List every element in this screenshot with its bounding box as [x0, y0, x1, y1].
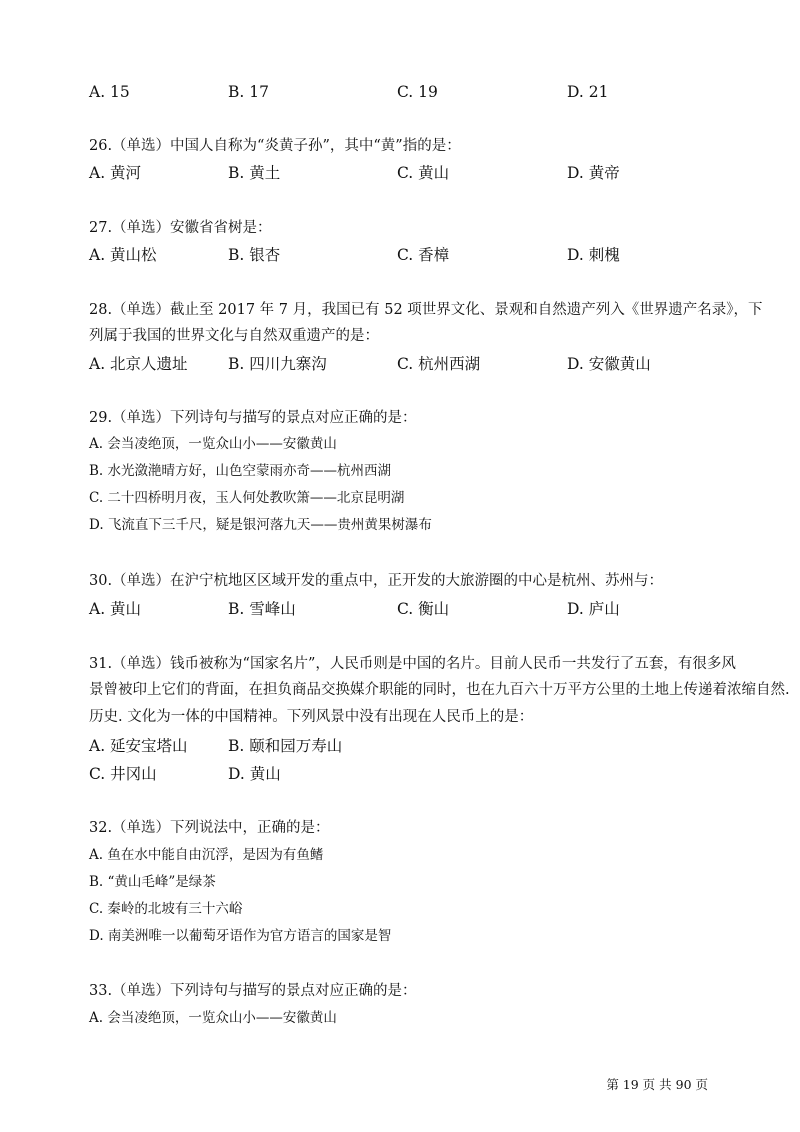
question-31-stem-line-1: 31.（单选）钱币被称为“国家名片”，人民币则是中国的名片。目前人民币一共发行了五套，有很多风 — [89, 656, 736, 672]
question-26-option-a: A. 黄河 — [89, 164, 142, 182]
question-28-stem-line-1: 28.（单选）截止至 2017 年 7 月，我国已有 52 项世界文化、景观和自然遗产列入《世界遗产名录》，下 — [89, 302, 763, 318]
question-28-option-c: C. 杭州西湖 — [397, 355, 481, 373]
question-27-option-a: A. 黄山松 — [89, 246, 157, 264]
question-31-option-a: A. 延安宝塔山 — [89, 737, 188, 755]
question-27-option-d: D. 刺槐 — [567, 246, 620, 264]
pre-option-d: D. 21 — [567, 83, 609, 101]
question-30-option-a: A. 黄山 — [89, 600, 142, 618]
question-28-option-a: A. 北京人遗址 — [89, 355, 188, 373]
question-26-option-c: C. 黄山 — [397, 164, 450, 182]
question-33-option-a: A. 会当凌绝顶，一览众山小——安徽黄山 — [89, 1010, 337, 1026]
pre-option-a: A. 15 — [89, 83, 130, 101]
question-28-stem-line-2: 列属于我国的世界文化与自然双重遗产的是： — [89, 328, 379, 344]
question-30-option-d: D. 庐山 — [567, 600, 620, 618]
question-30-stem: 30.（单选）在沪宁杭地区区域开发的重点中，正开发的大旅游圈的中心是杭州、苏州与： — [89, 573, 664, 589]
page-number-footer: 第 19 页 共 90 页 — [606, 1077, 708, 1092]
question-32-option-a: A. 鱼在水中能自由沉浮，是因为有鱼鳍 — [89, 847, 324, 863]
question-26-option-b: B. 黄土 — [228, 164, 281, 182]
question-27-stem: 27.（单选）安徽省省树是： — [89, 220, 272, 236]
question-30-option-b: B. 雪峰山 — [228, 600, 296, 618]
question-29-option-d: D. 飞流直下三千尺，疑是银河落九天——贵州黄果树瀑布 — [89, 517, 432, 533]
question-31-stem-line-2: 景曾被印上它们的背面，在担负商品交换媒介职能的同时，也在九百六十万平方公里的土地上传递着浓缩自然. — [89, 682, 790, 698]
question-32-stem: 32.（单选）下列说法中，正确的是： — [89, 820, 330, 836]
pre-option-b: B. 17 — [228, 83, 269, 101]
question-31-option-b: B. 颐和园万寿山 — [228, 737, 343, 755]
question-29-option-c: C. 二十四桥明月夜，玉人何处教吹箫——北京昆明湖 — [89, 490, 405, 506]
question-32-option-d: D. 南美洲唯一以葡萄牙语作为官方语言的国家是智 — [89, 928, 392, 944]
question-31-option-d: D. 黄山 — [228, 765, 281, 783]
question-29-stem: 29.（单选）下列诗句与描写的景点对应正确的是： — [89, 410, 417, 426]
question-29-option-a: A. 会当凌绝顶，一览众山小——安徽黄山 — [89, 436, 337, 452]
question-30-option-c: C. 衡山 — [397, 600, 450, 618]
question-27-option-b: B. 银杏 — [228, 246, 281, 264]
question-26-option-d: D. 黄帝 — [567, 164, 620, 182]
question-32-option-b: B. “黄山毛峰”是绿茶 — [89, 874, 216, 890]
question-31-option-c: C. 井冈山 — [89, 765, 157, 783]
pre-option-c: C. 19 — [397, 83, 438, 101]
question-28-option-b: B. 四川九寨沟 — [228, 355, 327, 373]
question-33-stem: 33.（单选）下列诗句与描写的景点对应正确的是： — [89, 983, 417, 999]
question-26-stem: 26.（单选）中国人自称为“炎黄子孙”，其中“黄”指的是： — [89, 138, 461, 154]
question-32-option-c: C. 秦岭的北坡有三十六峪 — [89, 901, 243, 917]
question-31-stem-line-3: 历史. 文化为一体的中国精神。下列风景中没有出现在人民币上的是： — [89, 709, 534, 725]
question-29-option-b: B. 水光潋滟晴方好，山色空蒙雨亦奇——杭州西湖 — [89, 463, 392, 479]
question-28-option-d: D. 安徽黄山 — [567, 355, 651, 373]
question-27-option-c: C. 香樟 — [397, 246, 450, 264]
